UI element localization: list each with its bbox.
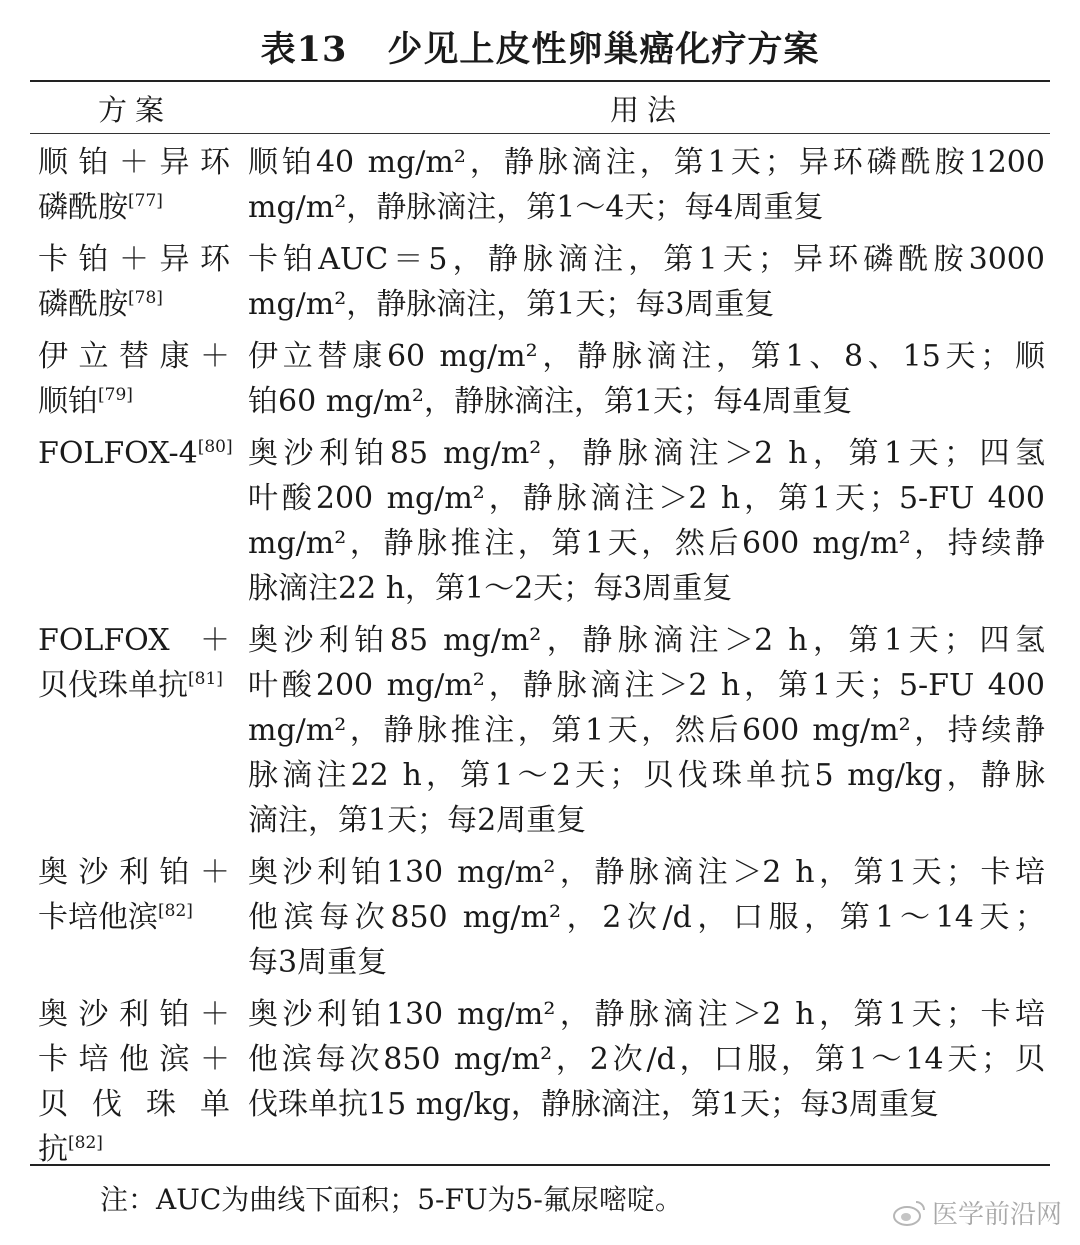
usage-cell	[248, 850, 1045, 985]
regimen-text: FOLFOX ＋	[38, 623, 230, 658]
usage-line: 顺铂40 mg/m²，静脉滴注，第1天；异环磷酰胺1200	[248, 145, 1045, 180]
watermark-text: 医学前沿网	[931, 1200, 1062, 1230]
usage-line: mg/m²，静脉推注，第1天，然后600 mg/m²，持续静	[248, 713, 1045, 748]
usage-line: 奥沙利铂130 mg/m²，静脉滴注＞2 h，第1天；卡培	[248, 855, 1045, 890]
regimen-text: 磷酰胺	[38, 287, 128, 322]
regimen-text: 卡培他滨＋	[38, 1042, 230, 1077]
header-regimen: 方案	[98, 93, 173, 127]
regimen-cell	[38, 237, 230, 327]
regimen-text: 贝伐珠单	[38, 1087, 230, 1122]
weibo-icon	[892, 1199, 926, 1227]
usage-line: 每3周重复	[248, 945, 388, 980]
usage-cell	[248, 992, 1045, 1172]
regimen-line	[38, 618, 230, 663]
regimen-line	[38, 1082, 230, 1127]
usage-line: mg/m²，静脉推注，第1天，然后600 mg/m²，持续静	[248, 526, 1045, 561]
top-rule	[30, 80, 1050, 82]
usage-cell	[248, 140, 1045, 230]
regimen-text: 抗	[38, 1132, 68, 1167]
usage-line: 伐珠单抗15 mg/kg，静脉滴注，第1天；每3周重复	[248, 1087, 940, 1122]
table-title	[0, 22, 1080, 72]
reference-superscript: [78]	[128, 288, 163, 308]
regimen-line	[38, 334, 230, 379]
usage-line: 伊立替康60 mg/m²，静脉滴注，第1、8、15天；顺	[248, 339, 1045, 374]
regimen-cell	[38, 431, 233, 611]
table-row	[38, 237, 1045, 327]
usage-line: 脉滴注22 h，第1～2天；每3周重复	[248, 571, 733, 606]
regimen-line	[38, 663, 230, 708]
regimen-line	[38, 185, 230, 230]
reference-superscript: [80]	[197, 437, 233, 457]
usage-line: 滴注，第1天；每2周重复	[248, 803, 587, 838]
usage-cell	[248, 431, 1045, 611]
header-rule	[30, 133, 1050, 134]
regimen-line	[38, 237, 230, 282]
regimen-text: 卡铂＋异环	[38, 242, 230, 277]
table-row	[38, 992, 1045, 1172]
regimen-cell	[38, 850, 230, 985]
regimen-line	[38, 992, 230, 1037]
regimen-line	[38, 1037, 230, 1082]
regimen-text: FOLFOX-4	[38, 436, 198, 471]
regimen-text: 顺铂＋异环	[38, 145, 230, 180]
usage-line: mg/m²，静脉滴注，第1～4天；每4周重复	[248, 190, 824, 225]
regimen-line	[38, 895, 230, 940]
regimen-text: 贝伐珠单抗	[38, 668, 188, 703]
regimen-cell	[38, 334, 230, 424]
regimen-cell	[38, 618, 230, 843]
usage-line: 奥沙利铂85 mg/m²，静脉滴注＞2 h，第1天；四氢	[248, 436, 1045, 471]
regimen-cell	[38, 992, 230, 1172]
table-row	[38, 618, 1045, 843]
table-body	[38, 140, 1045, 1179]
usage-line: mg/m²，静脉滴注，第1天；每3周重复	[248, 287, 775, 322]
regimen-line	[38, 850, 230, 895]
regimen-text: 卡培他滨	[38, 900, 158, 935]
regimen-line	[38, 379, 230, 424]
regimen-text: 伊立替康＋	[38, 339, 230, 374]
header-usage: 用法	[610, 93, 685, 127]
regimen-line	[38, 140, 230, 185]
table-row	[38, 140, 1045, 230]
table-number: 表13	[260, 29, 348, 70]
usage-line: 叶酸200 mg/m²，静脉滴注＞2 h，第1天；5-FU 400	[248, 668, 1045, 703]
usage-line: 脉滴注22 h，第1～2天；贝伐珠单抗5 mg/kg，静脉	[248, 758, 1045, 793]
watermark	[892, 1194, 1062, 1231]
usage-line: 铂60 mg/m²，静脉滴注，第1天；每4周重复	[248, 384, 853, 419]
table-row	[38, 850, 1045, 985]
usage-line: 叶酸200 mg/m²，静脉滴注＞2 h，第1天；5-FU 400	[248, 481, 1045, 516]
regimen-line	[38, 282, 230, 327]
reference-superscript: [81]	[188, 669, 223, 689]
usage-line: 他滨每次850 mg/m²，2次/d，口服，第1～14天；	[248, 900, 1045, 935]
usage-cell	[248, 237, 1045, 327]
reference-superscript: [82]	[68, 1133, 103, 1153]
regimen-text: 顺铂	[38, 384, 98, 419]
usage-line: 奥沙利铂130 mg/m²，静脉滴注＞2 h，第1天；卡培	[248, 997, 1045, 1032]
bottom-rule	[30, 1164, 1050, 1166]
table-note: 注：AUC为曲线下面积；5-FU为5-氟尿嘧啶。	[100, 1183, 683, 1216]
usage-cell	[248, 618, 1045, 843]
reference-superscript: [82]	[158, 901, 193, 921]
regimen-text: 奥沙利铂＋	[38, 855, 230, 890]
regimen-cell	[38, 140, 230, 230]
table-row	[38, 334, 1045, 424]
regimen-text: 奥沙利铂＋	[38, 997, 230, 1032]
regimen-text: 磷酰胺	[38, 190, 128, 225]
reference-superscript: [77]	[128, 191, 163, 211]
usage-line: 奥沙利铂85 mg/m²，静脉滴注＞2 h，第1天；四氢	[248, 623, 1045, 658]
usage-cell	[248, 334, 1045, 424]
usage-line: 他滨每次850 mg/m²，2次/d，口服，第1～14天；贝	[248, 1042, 1045, 1077]
table-row	[38, 431, 1045, 611]
reference-superscript: [79]	[98, 385, 133, 405]
usage-line: 卡铂AUC＝5，静脉滴注，第1天；异环磷酰胺3000	[248, 242, 1045, 277]
regimen-line	[38, 431, 233, 476]
table-caption: 少见上皮性卵巢癌化疗方案	[387, 29, 820, 70]
